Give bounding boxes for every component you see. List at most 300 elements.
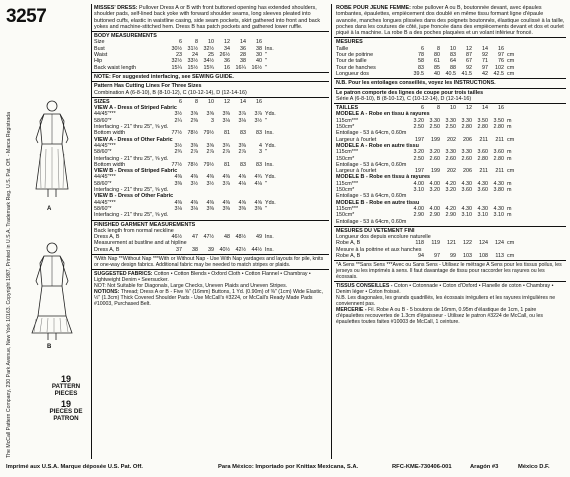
dress-b-illustration [28, 241, 76, 341]
value-cell: 83 [256, 161, 262, 168]
value-cell: 42.5 [493, 70, 504, 77]
row-label: Largeur à l'ourlet [336, 136, 377, 143]
fr-finished-garment [334, 226, 566, 260]
view-title: VIEW B - Dress of Striped Fabric [94, 168, 178, 175]
value-cell: 64 [450, 58, 456, 65]
value-cell: 97 [482, 64, 488, 71]
value-cell: 3.30 [429, 117, 440, 124]
size-cell: 12 [224, 98, 230, 105]
value-cell: 4⅜ [206, 174, 214, 181]
value-cell: 79½ [203, 161, 214, 168]
imprint-aragon: Aragón #3 [470, 464, 499, 470]
value-cell: 16½ [251, 64, 262, 71]
size-cell: 12 [224, 39, 230, 46]
row-label: Hip [94, 58, 103, 65]
value-cell: 4⅛ [254, 180, 262, 187]
measurement-row [336, 71, 565, 77]
size-cell: 10 [208, 98, 214, 105]
en-finished-title: FINISHED GARMENT MEASUREMENTS [94, 221, 196, 228]
value-cell: 2.90 [413, 212, 424, 219]
row-label: 58/60"* [94, 149, 112, 156]
fr-nap-note [334, 260, 566, 281]
value-cell: 3.10 [477, 212, 488, 219]
unit-cell: m [507, 149, 512, 156]
value-cell: 4.00 [413, 205, 424, 212]
unit-cell: m [507, 155, 512, 162]
en-cutting-combos: Combination A (6-8-10), B (8-10-12), C (10-12-14), D (12-14-16) [94, 89, 247, 96]
publisher-side-text: The McCall Pattern Company, 230 Park Avenue, New York 10163. Copyright 1987, Printed in U.S.A. Trademark Reg. U.S. Pat. Off. - Marca Registrada [6, 112, 12, 458]
fr-desc-text: robe pullover A ou B, boutonnée devant, avec épaules tombantes, épaulettes, empiècement dos doublé en même tissu formant ligne d'épaule avancée, manches longues plissées dans des poignets boutonnés, élastique coulissé à la taille, poches dans les coutures de côté, jupe froncée dans des empiècements devant et dos et ourlet piqué à la machine. La robe B a des poches plaquées et un volant inférieur froncé. [336, 5, 565, 37]
value-cell: 4⅜ [190, 174, 198, 181]
row-label: Waist [94, 52, 108, 59]
unit-cell: " [265, 180, 267, 187]
unit-cell: Ins. [265, 234, 274, 241]
value-cell: 58 [418, 58, 424, 65]
value-cell: 4⅝ [254, 199, 262, 206]
value-cell: 3⅜ [222, 111, 230, 118]
left-column [4, 4, 92, 459]
fr-desc-title: ROBE POUR JEUNE FEMME: [336, 5, 411, 11]
view-interfacing: Interfacing - 21" thru 25", ⅝ yd. [94, 155, 169, 162]
row-label: 58/60"* [94, 180, 112, 187]
value-cell: 2.80 [477, 155, 488, 162]
fr-fabrics-note: N.B. Les diagonales, les grands quadrillés, les écossais irréguliers et les rayures irrégulières ne conviennent pas. [336, 295, 556, 308]
row-label: Largeur à l'ourlet [336, 168, 377, 175]
value-cell: 2¾ [174, 149, 182, 156]
en-notions-title: NOTIONS: [94, 288, 120, 295]
value-cell: 202 [447, 168, 456, 175]
value-cell: 3⅜ [254, 205, 262, 212]
row-label: Bottom width [94, 130, 126, 137]
value-cell: 36 [224, 58, 230, 65]
value-cell: 30½ [171, 45, 182, 52]
value-cell: 3⅜ [190, 142, 198, 149]
value-cell: 77½ [171, 161, 182, 168]
value-cell: 78½ [187, 130, 198, 137]
value-cell: 31½ [187, 45, 198, 52]
figure-b-label: B [47, 344, 52, 350]
unit-cell: " [265, 149, 267, 156]
row-label: 44/45"*** [94, 142, 116, 149]
fr-finished-sub: Longueur dos depuis encolure naturelle [336, 234, 431, 241]
value-cell: 197 [415, 168, 424, 175]
row-label: 44/45"*** [94, 174, 116, 181]
size-cell: 10 [450, 105, 456, 112]
pieces-count-fr: 19 [60, 399, 71, 409]
value-cell: 40 [256, 58, 262, 65]
unit-cell: Ins. [265, 161, 274, 168]
value-cell: 2.50 [413, 155, 424, 162]
value-cell: 23 [176, 52, 182, 59]
value-cell: 4.20 [445, 205, 456, 212]
value-cell: 3.20 [413, 149, 424, 156]
value-cell: 61 [434, 58, 440, 65]
value-cell: 121 [447, 240, 456, 247]
value-cell: 3½ [206, 180, 214, 187]
english-column [92, 4, 329, 308]
value-cell: 3.10 [493, 212, 504, 219]
fr-body-rows [336, 52, 565, 77]
en-finished-rows2 [94, 247, 328, 253]
en-interfacing-note [92, 72, 329, 81]
unit-cell: cm [507, 70, 515, 77]
value-cell: 15¾ [203, 64, 214, 71]
value-cell: 103 [463, 252, 472, 259]
view-title: MODELE A - Robe en tissu à rayures [336, 111, 430, 118]
value-cell: 97 [434, 252, 440, 259]
value-cell: 38 [256, 45, 262, 52]
value-cell: 4.30 [493, 180, 504, 187]
fr-finished-rows2 [336, 253, 565, 259]
en-desc-title: MISSES' DRESS: [94, 5, 138, 11]
size-cell: 8 [195, 39, 198, 46]
value-cell: 2.60 [445, 155, 456, 162]
unit-cell: m [507, 212, 512, 219]
unit-cell: cm [507, 252, 515, 259]
value-cell: 48 [224, 234, 230, 241]
unit-cell: cm [507, 136, 515, 143]
fr-fabrics [334, 281, 566, 326]
unit-cell: cm [507, 52, 515, 59]
value-cell: 47½ [203, 234, 214, 241]
unit-cell: " [265, 205, 267, 212]
unit-cell: cm [507, 58, 515, 65]
value-cell: 36 [240, 45, 246, 52]
view-title: MODELE B - Robe en autre tissu [336, 199, 420, 206]
value-cell: 2.80 [493, 124, 504, 131]
fr-notions-text: Fil. Robe A ou B - 5 boutons de 16mm, 0.95m d'élastique de 1cm, 1 paire d'épaulettes recouvertes de 1.3cm d'épaisseur - Utilisez le patron #3224 de McCall, ou les épaulettes toutes faites #10003 de McCall, 1 ceinture. [336, 307, 543, 326]
value-cell: 77½ [171, 130, 182, 137]
unit-cell: " [265, 117, 267, 124]
view-title: VIEW A - Dress of Other Fabric [94, 136, 173, 143]
value-cell: 85 [434, 64, 440, 71]
en-fabrics-text: Cotton • Cotton Blends • Oxford Cloth • Cotton Flannel • Chambray • Lightweight Denim • Seersucker. [94, 270, 311, 283]
unit-cell: Yds. [265, 111, 276, 118]
value-cell: 67 [466, 58, 472, 65]
view-interfacing: Interfacing - 21" thru 25", ⅝ yd. [94, 124, 169, 131]
value-cell: 41.5 [461, 70, 472, 77]
en-yardage-sizes-label: SIZES [94, 98, 110, 105]
row-label: Dress A, B [94, 234, 120, 241]
value-cell: 4.30 [461, 205, 472, 212]
fr-cutting-lines [334, 88, 566, 104]
figure-a-label: A [47, 206, 52, 212]
measurement-row [336, 253, 565, 259]
value-cell: 2.50 [413, 124, 424, 131]
value-cell: 3.20 [445, 187, 456, 194]
size-cell: 10 [450, 45, 456, 52]
value-cell: 26½ [219, 52, 230, 59]
fr-fabrics-title: TISSUS CONSEILLES - [336, 283, 393, 290]
value-cell: 83 [418, 64, 424, 71]
value-cell: 124 [495, 240, 504, 247]
value-cell: 2.60 [429, 155, 440, 162]
value-cell: 4¾ [254, 174, 262, 181]
value-cell: 40 [434, 70, 440, 77]
value-cell: 113 [495, 252, 504, 259]
fr-nap-text: *A Sens **Sans Sens ***Avec ou Sans Sens - Utilisez le métrage A Sens pour les tissus poilus, les jerseys ou les imprimés à sens. Il faut davantage de tissu pour raccorder les rayures ou les écossais. [336, 262, 562, 281]
value-cell: 78½ [187, 161, 198, 168]
en-size-label: Size [94, 39, 105, 46]
value-cell: 3⅛ [190, 205, 198, 212]
value-cell: 88 [450, 64, 456, 71]
row-label: 115cm*** [336, 180, 359, 187]
row-label: Tour de poitrine [336, 52, 374, 59]
imprint-rfc: RFC-KME-730406-001 [392, 464, 452, 470]
size-cell: 14 [240, 98, 246, 105]
value-cell: 30 [256, 52, 262, 59]
value-cell: 39.5 [413, 70, 424, 77]
value-cell: 202 [447, 136, 456, 143]
row-label: 150cm* [336, 212, 355, 219]
value-cell: 3.60 [477, 187, 488, 194]
en-fabrics-note: NOT: Not Suitable for Diagonals, Large Checks, Uneven Plaids and Uneven Stripes. [94, 282, 288, 289]
size-cell: 6 [421, 105, 424, 112]
fr-interfacing-note [334, 78, 566, 87]
unit-cell: cm [507, 240, 515, 247]
value-cell: 15½ [187, 64, 198, 71]
value-cell: 3.20 [429, 149, 440, 156]
en-fabrics-title: SUGGESTED FABRICS: [94, 270, 153, 277]
value-cell: 3.60 [493, 149, 504, 156]
value-cell: 4⅜ [222, 199, 230, 206]
unit-cell: " [265, 58, 267, 65]
value-cell: 206 [463, 168, 472, 175]
value-cell: 4⅜ [174, 199, 182, 206]
fr-finished-title: MESURES DU VETEMENT FINI [336, 227, 415, 234]
value-cell: 37 [176, 246, 182, 253]
size-cell: 12 [466, 45, 472, 52]
unit-cell: cm [507, 64, 515, 71]
french-column [334, 4, 566, 326]
value-cell: 94 [418, 252, 424, 259]
value-cell: 102 [495, 64, 504, 71]
row-label: Bottom width [94, 161, 126, 168]
value-cell: 34 [224, 45, 230, 52]
value-cell: 211 [495, 136, 504, 143]
unit-cell: m [507, 180, 512, 187]
en-description [92, 4, 329, 31]
fr-note: N.B. Pour les entoilages conseillés, voyez les INSTRUCTIONS. [336, 80, 496, 87]
value-cell: 3⅜ [238, 205, 246, 212]
value-cell: 83 [240, 161, 246, 168]
row-label: Longueur dos [336, 70, 369, 77]
value-cell: 40½ [219, 246, 230, 253]
value-cell: 4.30 [461, 180, 472, 187]
value-cell: 4.00 [429, 205, 440, 212]
row-label: 150cm* [336, 155, 355, 162]
value-cell: 3⅝ [206, 111, 214, 118]
fr-body-title: MESURES [336, 39, 363, 46]
en-yardage [92, 97, 329, 220]
value-cell: 2⅞ [222, 149, 230, 156]
value-cell: 38 [192, 246, 198, 253]
value-cell: 211 [479, 168, 488, 175]
value-cell: 3⅜ [222, 205, 230, 212]
value-cell: 3.80 [493, 187, 504, 194]
value-cell: 199 [431, 136, 440, 143]
row-label: 44/45"*** [94, 199, 116, 206]
value-cell: 2⅞ [190, 149, 198, 156]
value-cell: 71 [482, 58, 488, 65]
value-cell: 3⅝ [206, 142, 214, 149]
row-label: Tour de hanches [336, 64, 376, 71]
value-cell: 3.60 [461, 187, 472, 194]
value-cell: 4 [259, 142, 262, 149]
size-cell: 14 [482, 105, 488, 112]
unit-cell: Yds. [265, 142, 276, 149]
value-cell: 4⅜ [190, 199, 198, 206]
value-cell: 25 [208, 52, 214, 59]
value-cell: 47 [192, 234, 198, 241]
fr-fabrics-text: Coton • Cotonnade • Coton d'Oxford • Flanelle de coton • Chambray • Denim léger • Coton froissé. [336, 283, 554, 296]
value-cell: 4⅜ [222, 174, 230, 181]
pieces-count-en: 19 [60, 374, 71, 384]
value-cell: 34½ [203, 58, 214, 65]
view-title: VIEW A - Dress of Striped Fabric [94, 105, 177, 112]
fr-cutting-combos: Série A (6-8-10), B (8-10-12), C (10-12-14), D (12-14-16) [336, 95, 472, 102]
value-cell: 2⅜ [190, 117, 198, 124]
measurement-row [94, 247, 328, 253]
value-cell: 3½ [174, 142, 182, 149]
value-cell: 197 [415, 136, 424, 143]
row-label: 150cm* [336, 124, 355, 131]
size-cell: 6 [179, 98, 182, 105]
value-cell: 28 [240, 52, 246, 59]
row-label: 44/45"*** [94, 111, 116, 118]
value-cell: 108 [479, 252, 488, 259]
value-cell: 2.50 [429, 124, 440, 131]
size-cell: 16 [256, 98, 262, 105]
unit-cell: Ins. [265, 45, 274, 52]
en-fabrics [92, 269, 329, 308]
en-body-title: BODY MEASUREMENTS [94, 33, 157, 40]
view-interfacing: Interfacing - 21" thru 25", ⅝ yd. [94, 212, 169, 219]
row-label: 58/60"* [94, 117, 112, 124]
value-cell: 83 [240, 130, 246, 137]
unit-cell: m [507, 124, 512, 131]
unit-cell: Ins. [265, 246, 274, 253]
en-finished-garment [92, 220, 329, 254]
row-label: Tour de taille [336, 58, 367, 65]
fr-notions-title: MERCERIE - [336, 307, 367, 314]
value-cell: 3½ [174, 111, 182, 118]
row-label: Robe A, B [336, 252, 361, 259]
view-interfacing: Entoilage - 53 à 64cm, 0.60m [336, 193, 407, 200]
value-cell: 4.20 [445, 180, 456, 187]
view-interfacing: Entoilage - 53 à 64cm, 0.60m [336, 161, 407, 168]
en-cutting-title: Pattern Has Cutting Lines For Three Sizes [94, 83, 202, 90]
value-cell: 3⅜ [174, 180, 182, 187]
view-title: MODELE B - Robe en tissu à rayures [336, 174, 431, 181]
en-body-rows [94, 46, 328, 71]
view-interfacing: Entoilage - 53 à 64cm, 0.60m [336, 218, 407, 225]
value-cell: 76 [498, 58, 504, 65]
en-desc-text: Pullover Dress A or B with front buttoned opening has extended shoulders, shoulder pads, self-lined back yoke with forward shoulder seams, long sleeves pleated into buttoned cuffs, elastic in waistline casing, side seam pockets, skirt gathered into front and back yokes and machine-stitched hem. Dress B has patch pockets and gathered lower ruffle. [94, 5, 321, 30]
value-cell: 15¼ [171, 64, 182, 71]
size-cell: 10 [208, 39, 214, 46]
fr-yardage [334, 103, 566, 226]
value-cell: 83 [450, 52, 456, 59]
en-views [94, 105, 328, 218]
size-cell: 14 [482, 45, 488, 52]
value-cell: 118 [415, 240, 424, 247]
value-cell: 4.00 [429, 180, 440, 187]
value-cell: 78 [418, 52, 424, 59]
unit-cell: " [265, 64, 267, 71]
value-cell: 32½ [171, 58, 182, 65]
value-cell: 33½ [187, 58, 198, 65]
value-cell: 2.80 [477, 124, 488, 131]
value-cell: 2.90 [445, 212, 456, 219]
unit-cell: " [265, 52, 267, 59]
size-cell: 14 [240, 39, 246, 46]
value-cell: 49 [256, 234, 262, 241]
value-cell: 87 [466, 52, 472, 59]
value-cell: 3⅝ [190, 111, 198, 118]
value-cell: 211 [495, 168, 504, 175]
size-cell: 6 [421, 45, 424, 52]
row-label: Dress A, B [94, 246, 120, 253]
value-cell: 206 [463, 136, 472, 143]
imprint-mexico-df: México D.F. [518, 464, 550, 470]
value-cell: 3½ [190, 180, 198, 187]
unit-cell: Ins. [265, 130, 274, 137]
view-title: VIEW B - Dress of Other Fabric [94, 193, 174, 200]
size-cell: 16 [498, 105, 504, 112]
pattern-pieces-count [42, 376, 90, 422]
value-cell: 3.30 [461, 149, 472, 156]
value-cell: 16¼ [235, 64, 246, 71]
value-cell: 4.00 [413, 180, 424, 187]
unit-cell: m [507, 117, 512, 124]
en-cutting-lines [92, 81, 329, 97]
en-nap-text: *With Nap **Without Nap ***With or Without Nap - Use With Nap yardages and layouts for pile, knits or one-way design fabrics. Additional fabric may be needed to match stripes or plaids. [94, 255, 324, 268]
value-cell: 46½ [171, 234, 182, 241]
value-cell: 48½ [235, 234, 246, 241]
imprint-mexico: Para México: Importado por Knittax Mexicana, S.A. [218, 464, 359, 470]
value-cell: 4⅜ [174, 174, 182, 181]
unit-cell: m [507, 205, 512, 212]
pattern-number: 3257 [6, 6, 47, 27]
dress-a-illustration [28, 99, 76, 199]
value-cell: 4.30 [493, 205, 504, 212]
value-cell: 92 [482, 52, 488, 59]
size-cell: 16 [256, 39, 262, 46]
value-cell: 80 [434, 52, 440, 59]
en-notions-text: Thread; Dress A or B - Five ⅝" (16mm) Buttons, 1 Yd. (0.90m) of ⅜" (1cm) Wide Elastic, ½" (1.3cm) Thick Covered Shoulder Pads - Use McCall's #3224, or McCall's Ready Made Pads #10003, Purchased Belt. [94, 288, 323, 307]
value-cell: 3.30 [445, 149, 456, 156]
size-cell: 8 [437, 105, 440, 112]
fr-cutting-title: Le patron comporte des lignes de coupe pour trois tailles [336, 89, 484, 96]
row-label: 150cm* [336, 187, 355, 194]
value-cell: 3½ [254, 117, 262, 124]
value-cell: 2.80 [493, 155, 504, 162]
fr-views [336, 111, 565, 224]
value-cell: 211 [479, 136, 488, 143]
size-cell: 8 [437, 45, 440, 52]
value-cell: 3⅜ [238, 142, 246, 149]
en-nap-note [92, 254, 329, 269]
view-title: MODELE A - Robe en autre tissu [336, 142, 419, 149]
en-note: NOTE: For suggested interfacing, see SEWING GUIDE. [94, 73, 234, 80]
size-cell: 8 [195, 98, 198, 105]
value-cell: 79½ [203, 130, 214, 137]
value-cell: 3.60 [477, 149, 488, 156]
row-label: Robe A, B [336, 240, 361, 247]
value-cell: 3⅞ [254, 111, 262, 118]
value-cell: 3.20 [413, 117, 424, 124]
